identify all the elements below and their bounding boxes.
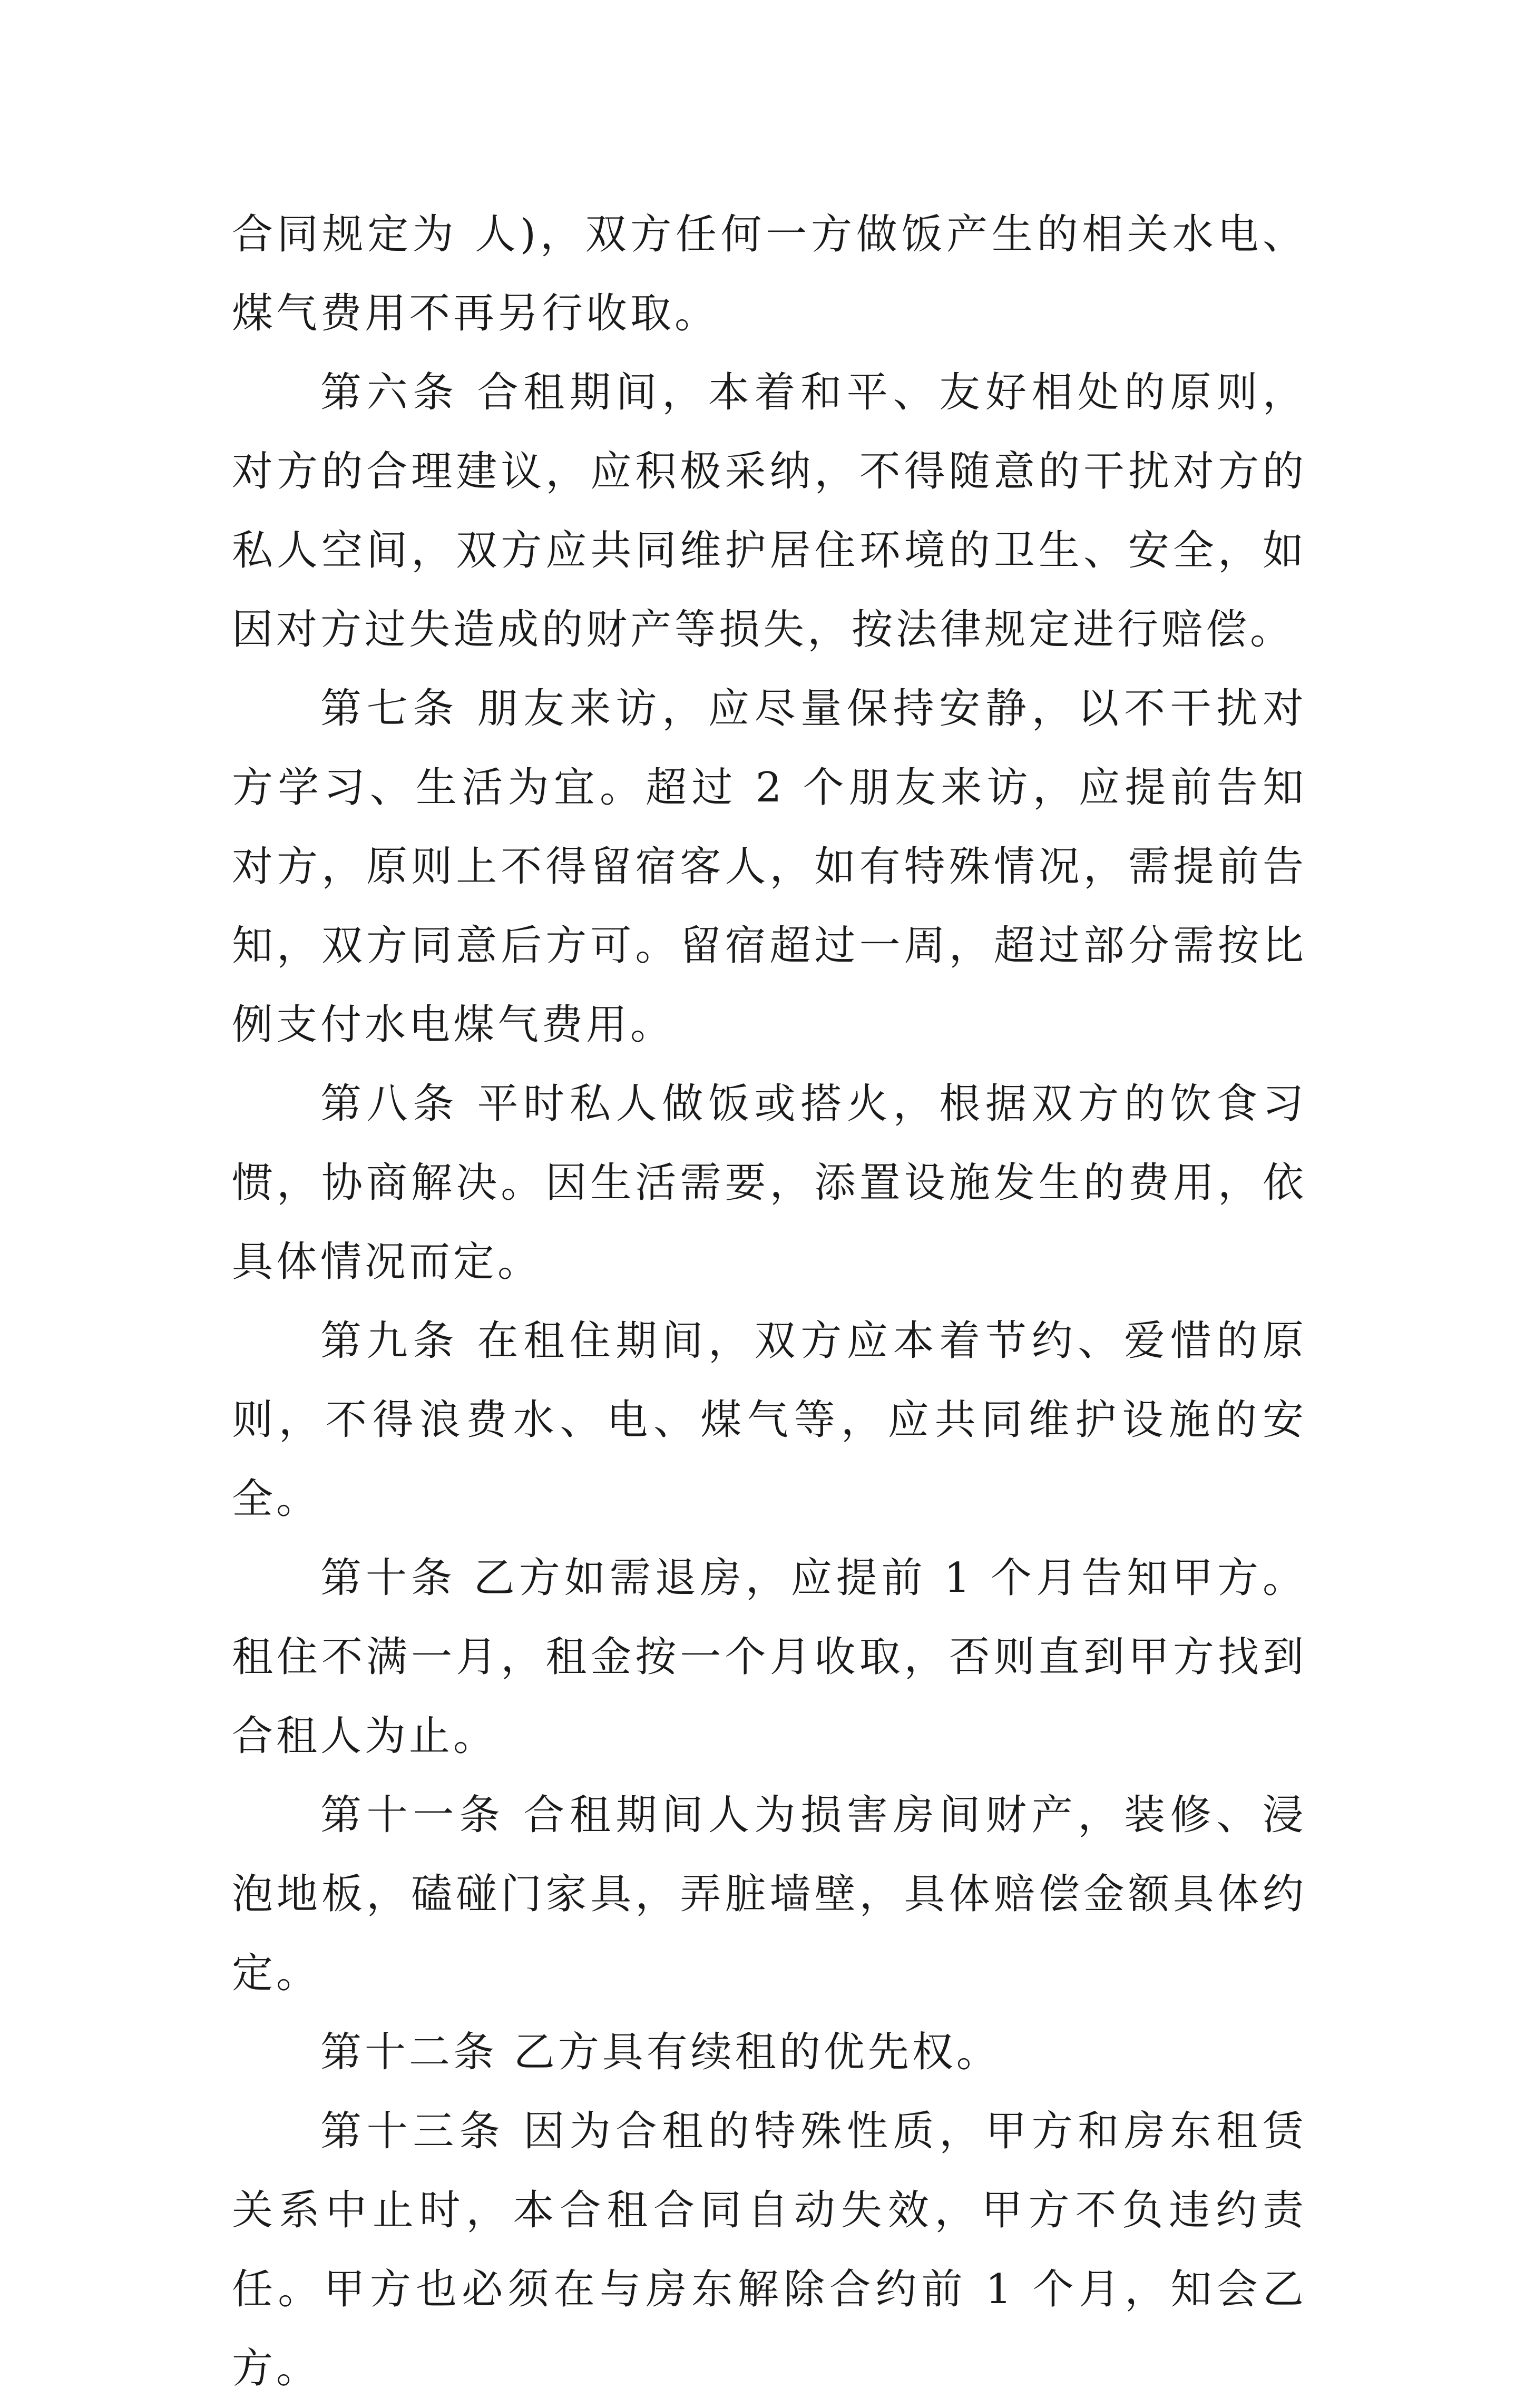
paragraph-article-11: 第十一条 合租期间人为损害房间财产，装修、浸泡地板，磕碰门家具，弄脏墙壁，具体赔偿金额具体约定。 bbox=[232, 1792, 1307, 1997]
paragraph-article-8: 第八条 平时私人做饭或搭火，根据双方的饮食习惯，协商解决。因生活需要，添置设施发生的费用，依具体情况而定。 bbox=[232, 1080, 1307, 1286]
paragraph-article-7: 第七条 朋友来访，应尽量保持安静，以不干扰对方学习、生活为宜。超过 2 个朋友来访，应提前告知对方，原则上不得留宿客人，如有特殊情况，需提前告知，双方同意后方可。留宿超过一周，超过部分需按比例支付水电煤气费用。 bbox=[232, 685, 1307, 1049]
paragraph-article-9: 第九条 在租住期间，双方应本着节约、爱惜的原则，不得浪费水、电、煤气等，应共同维护设施的安全。 bbox=[232, 1317, 1307, 1523]
document-body bbox=[232, 195, 1307, 2408]
paragraph-article-6: 第六条 合租期间，本着和平、友好相处的原则，对方的合理建议，应积极采纳，不得随意的干扰对方的私人空间，双方应共同维护居住环境的卫生、安全，如因对方过失造成的财产等损失，按法律规定进行赔偿。 bbox=[232, 369, 1307, 653]
paragraph-continuation: 合同规定为 人)，双方任何一方做饭产生的相关水电、煤气费用不再另行收取。 bbox=[232, 211, 1307, 337]
paragraph-article-13: 第十三条 因为合租的特殊性质，甲方和房东租赁关系中止时，本合租合同自动失效，甲方不负违约责任。甲方也必须在与房东解除合约前 1 个月，知会乙方。 bbox=[232, 2108, 1307, 2392]
paragraph-article-12: 第十二条 乙方具有续租的优先权。 bbox=[320, 2029, 1001, 2076]
paragraph-article-10: 第十条 乙方如需退房，应提前 1 个月告知甲方。租住不满一月，租金按一个月收取，否则直到甲方找到合租人为止。 bbox=[232, 1554, 1307, 1760]
